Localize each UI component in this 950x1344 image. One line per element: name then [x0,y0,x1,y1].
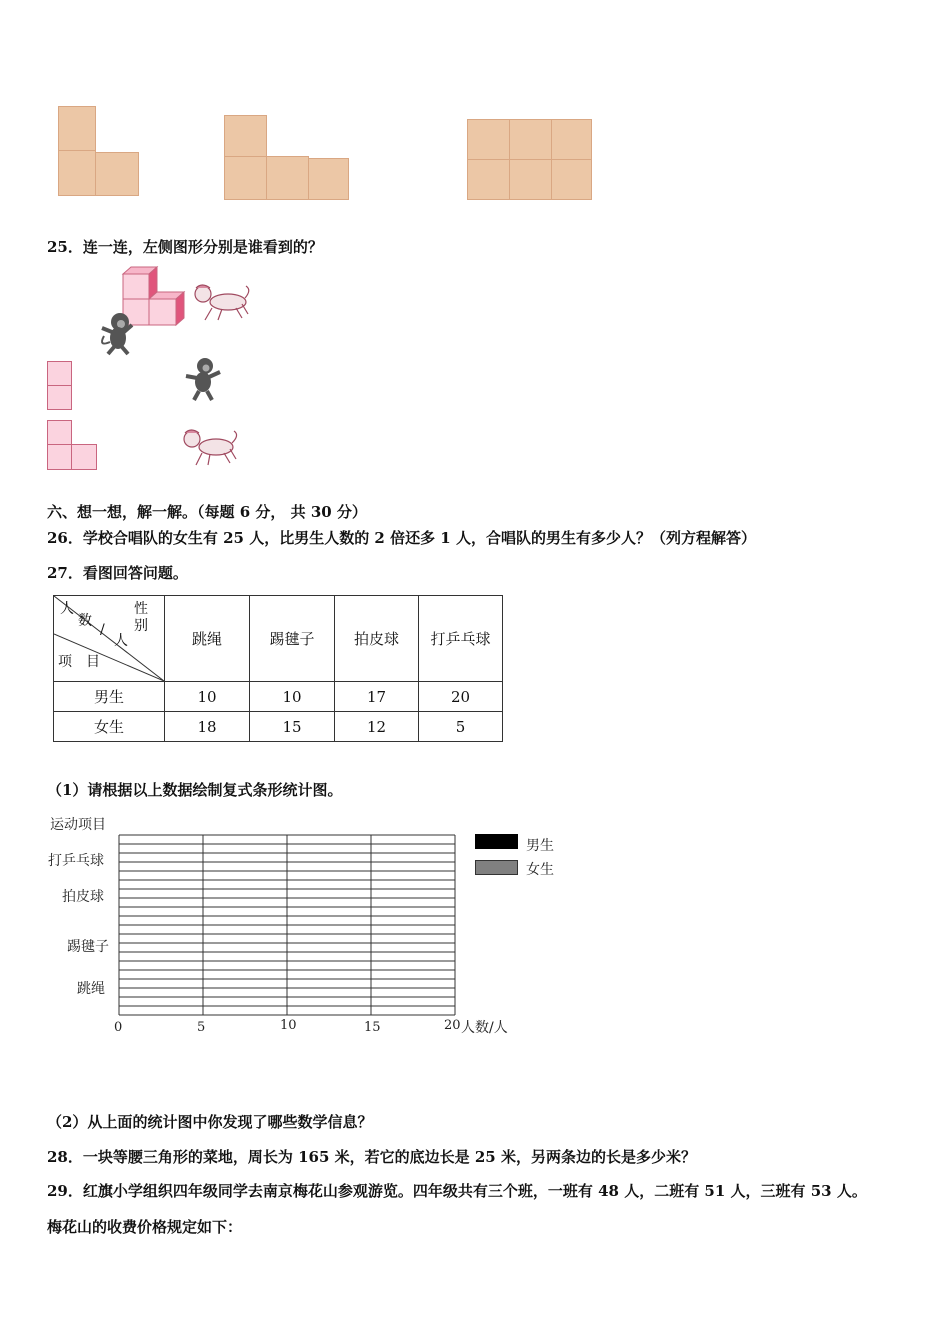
x-tick: 15 [364,1020,381,1035]
legend-swatch-boys [475,834,518,849]
x-tick: 20 [444,1018,461,1033]
col-header: 踢毽子 [250,596,335,682]
category-label: 跳绳 [77,981,105,997]
q27-title: 27．看图回答问题。 [47,564,188,582]
monkey-icon[interactable] [178,356,228,406]
category-label: 拍皮球 [62,889,104,905]
col-header: 跳绳 [165,596,250,682]
col-header: 拍皮球 [335,596,419,682]
y-axis-label: 运动项目 [50,817,106,833]
table-row: 男生 10 10 17 20 [54,682,503,712]
dog-icon[interactable] [180,425,245,470]
q28-text: 28．一块等腰三角形的菜地，周长为 165 米，若它的底边长是 25 米，另两条边的长是多少米？ [47,1148,696,1166]
row-label: 男生 [54,682,165,712]
category-label: 踢毽子 [67,939,109,955]
legend-swatch-girls [475,860,518,875]
x-tick: 0 [114,1020,123,1035]
data-table [53,595,503,742]
monkey-icon [102,313,132,354]
q27-part2: （2）从上面的统计图中你发现了哪些数学信息？ [47,1113,373,1131]
section-title: 六、想一想，解一解。（每题 6 分， 共 30 分） [47,503,367,521]
x-tick: 10 [280,1018,297,1033]
q26-text: 26．学校合唱队的女生有 25 人，比男生人数的 2 倍还多 1 人，合唱队的男生有多少人？（列方程解答） [47,529,756,547]
q27-part1: （1）请根据以上数据绘制复式条形统计图。 [47,781,343,799]
q29-text: 29．红旗小学组织四年级同学去南京梅花山参观游览。四年级共有三个班，一班有 48 人，二班有 51 人，三班有 53 人。 [47,1182,867,1200]
legend-label-boys: 男生 [526,838,554,854]
legend-label-girls: 女生 [526,862,554,878]
q25-title: 25．连一连，左侧图形分别是谁看到的？ [47,238,323,256]
x-axis-label: 人数/人 [461,1020,508,1036]
cube-stack-figure [90,262,260,362]
row-label: 女生 [54,712,165,742]
x-tick: 5 [197,1020,206,1035]
category-label: 打乒乓球 [48,853,104,869]
table-row: 女生 18 15 12 5 [54,712,503,742]
dog-icon [195,285,249,320]
q29-text2: 梅花山的收费价格规定如下： [47,1218,243,1236]
chart-grid[interactable] [118,834,458,1016]
diagonal-header-cell: 人 数 / 人 性 别 项 目 [54,596,165,682]
col-header: 打乒乓球 [419,596,503,682]
